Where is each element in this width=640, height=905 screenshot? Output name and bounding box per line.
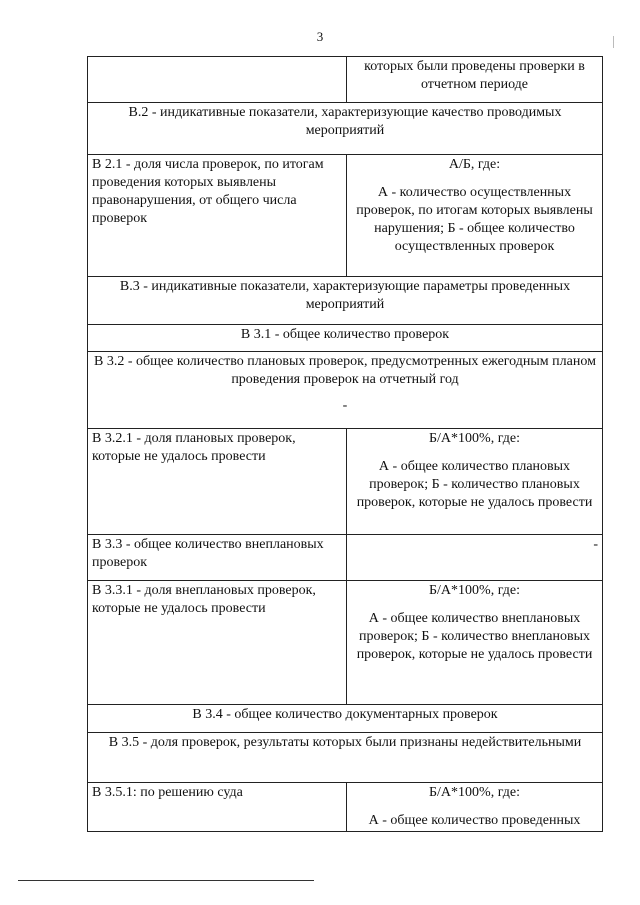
b351-formula-cell [347, 783, 603, 832]
table-row [88, 277, 603, 325]
b321-indicator-cell: В 3.2.1 - доля плановых проверок, которые не удалось провести [88, 429, 347, 535]
b321-formula: Б/А*100%, где: [429, 431, 520, 446]
table-row [88, 783, 603, 832]
b21-indicator-cell: В 2.1 - доля числа проверок, по итогам проведения которых выявлены правонарушения, от общего числа проверок [88, 155, 347, 277]
empty-cell [88, 57, 347, 103]
section-b3-header: В.3 - индикативные показатели, характеризующие параметры проведенных мероприятий [88, 277, 603, 325]
b33-dash-cell: - [347, 535, 603, 581]
table-row [88, 429, 603, 535]
b32-text: В 3.2 - общее количество плановых проверок, предусмотренных ежегодным планом проведения проверок на отчетный год [94, 354, 596, 387]
b32-dash: - [342, 398, 348, 413]
table-row [88, 352, 603, 429]
b321-description: А - общее количество плановых проверок; Б - количество плановых проверок, которые не удалось провести [356, 459, 593, 510]
table-row [88, 155, 603, 277]
scan-edge-mark [613, 36, 614, 48]
b351-formula: Б/А*100%, где: [429, 785, 520, 800]
b34-cell: В 3.4 - общее количество документарных проверок [88, 705, 603, 733]
b321-formula-cell [347, 429, 603, 535]
table-row [88, 581, 603, 705]
b33-indicator-cell: В 3.3 - общее количество внеплановых проверок [88, 535, 347, 581]
b331-formula-cell [347, 581, 603, 705]
b351-indicator-cell: В 3.5.1: по решению суда [88, 783, 347, 832]
table-row [88, 103, 603, 155]
b351-description: А - общее количество проведенных [368, 813, 581, 828]
b331-description: А - общее количество внеплановых проверок; Б - количество внеплановых проверок, которые не удалось провести [356, 611, 593, 662]
b21-formula: А/Б, где: [448, 157, 501, 172]
b31-cell: В 3.1 - общее количество проверок [88, 325, 603, 352]
b21-description: А - количество осуществленных проверок, по итогам которых выявлены нарушения; Б - общее количество осуществленных проверок [356, 185, 593, 254]
indicators-table [87, 56, 603, 832]
row0-right-cell: которых были проведены проверки в отчетном периоде [347, 57, 603, 103]
table-row [88, 733, 603, 783]
footnote-separator [18, 880, 314, 881]
table-row [88, 535, 603, 581]
b331-indicator-cell: В 3.3.1 - доля внеплановых проверок, которые не удалось провести [88, 581, 347, 705]
b331-formula: Б/А*100%, где: [429, 583, 520, 598]
b21-formula-cell [347, 155, 603, 277]
b35-cell: В 3.5 - доля проверок, результаты которых были признаны недействительными [88, 733, 603, 783]
section-b2-header: В.2 - индикативные показатели, характеризующие качество проводимых мероприятий [88, 103, 603, 155]
page-number: 3 [316, 29, 324, 44]
table-row [88, 705, 603, 733]
b32-cell [88, 352, 603, 429]
table-row [88, 57, 603, 103]
table-row [88, 325, 603, 352]
